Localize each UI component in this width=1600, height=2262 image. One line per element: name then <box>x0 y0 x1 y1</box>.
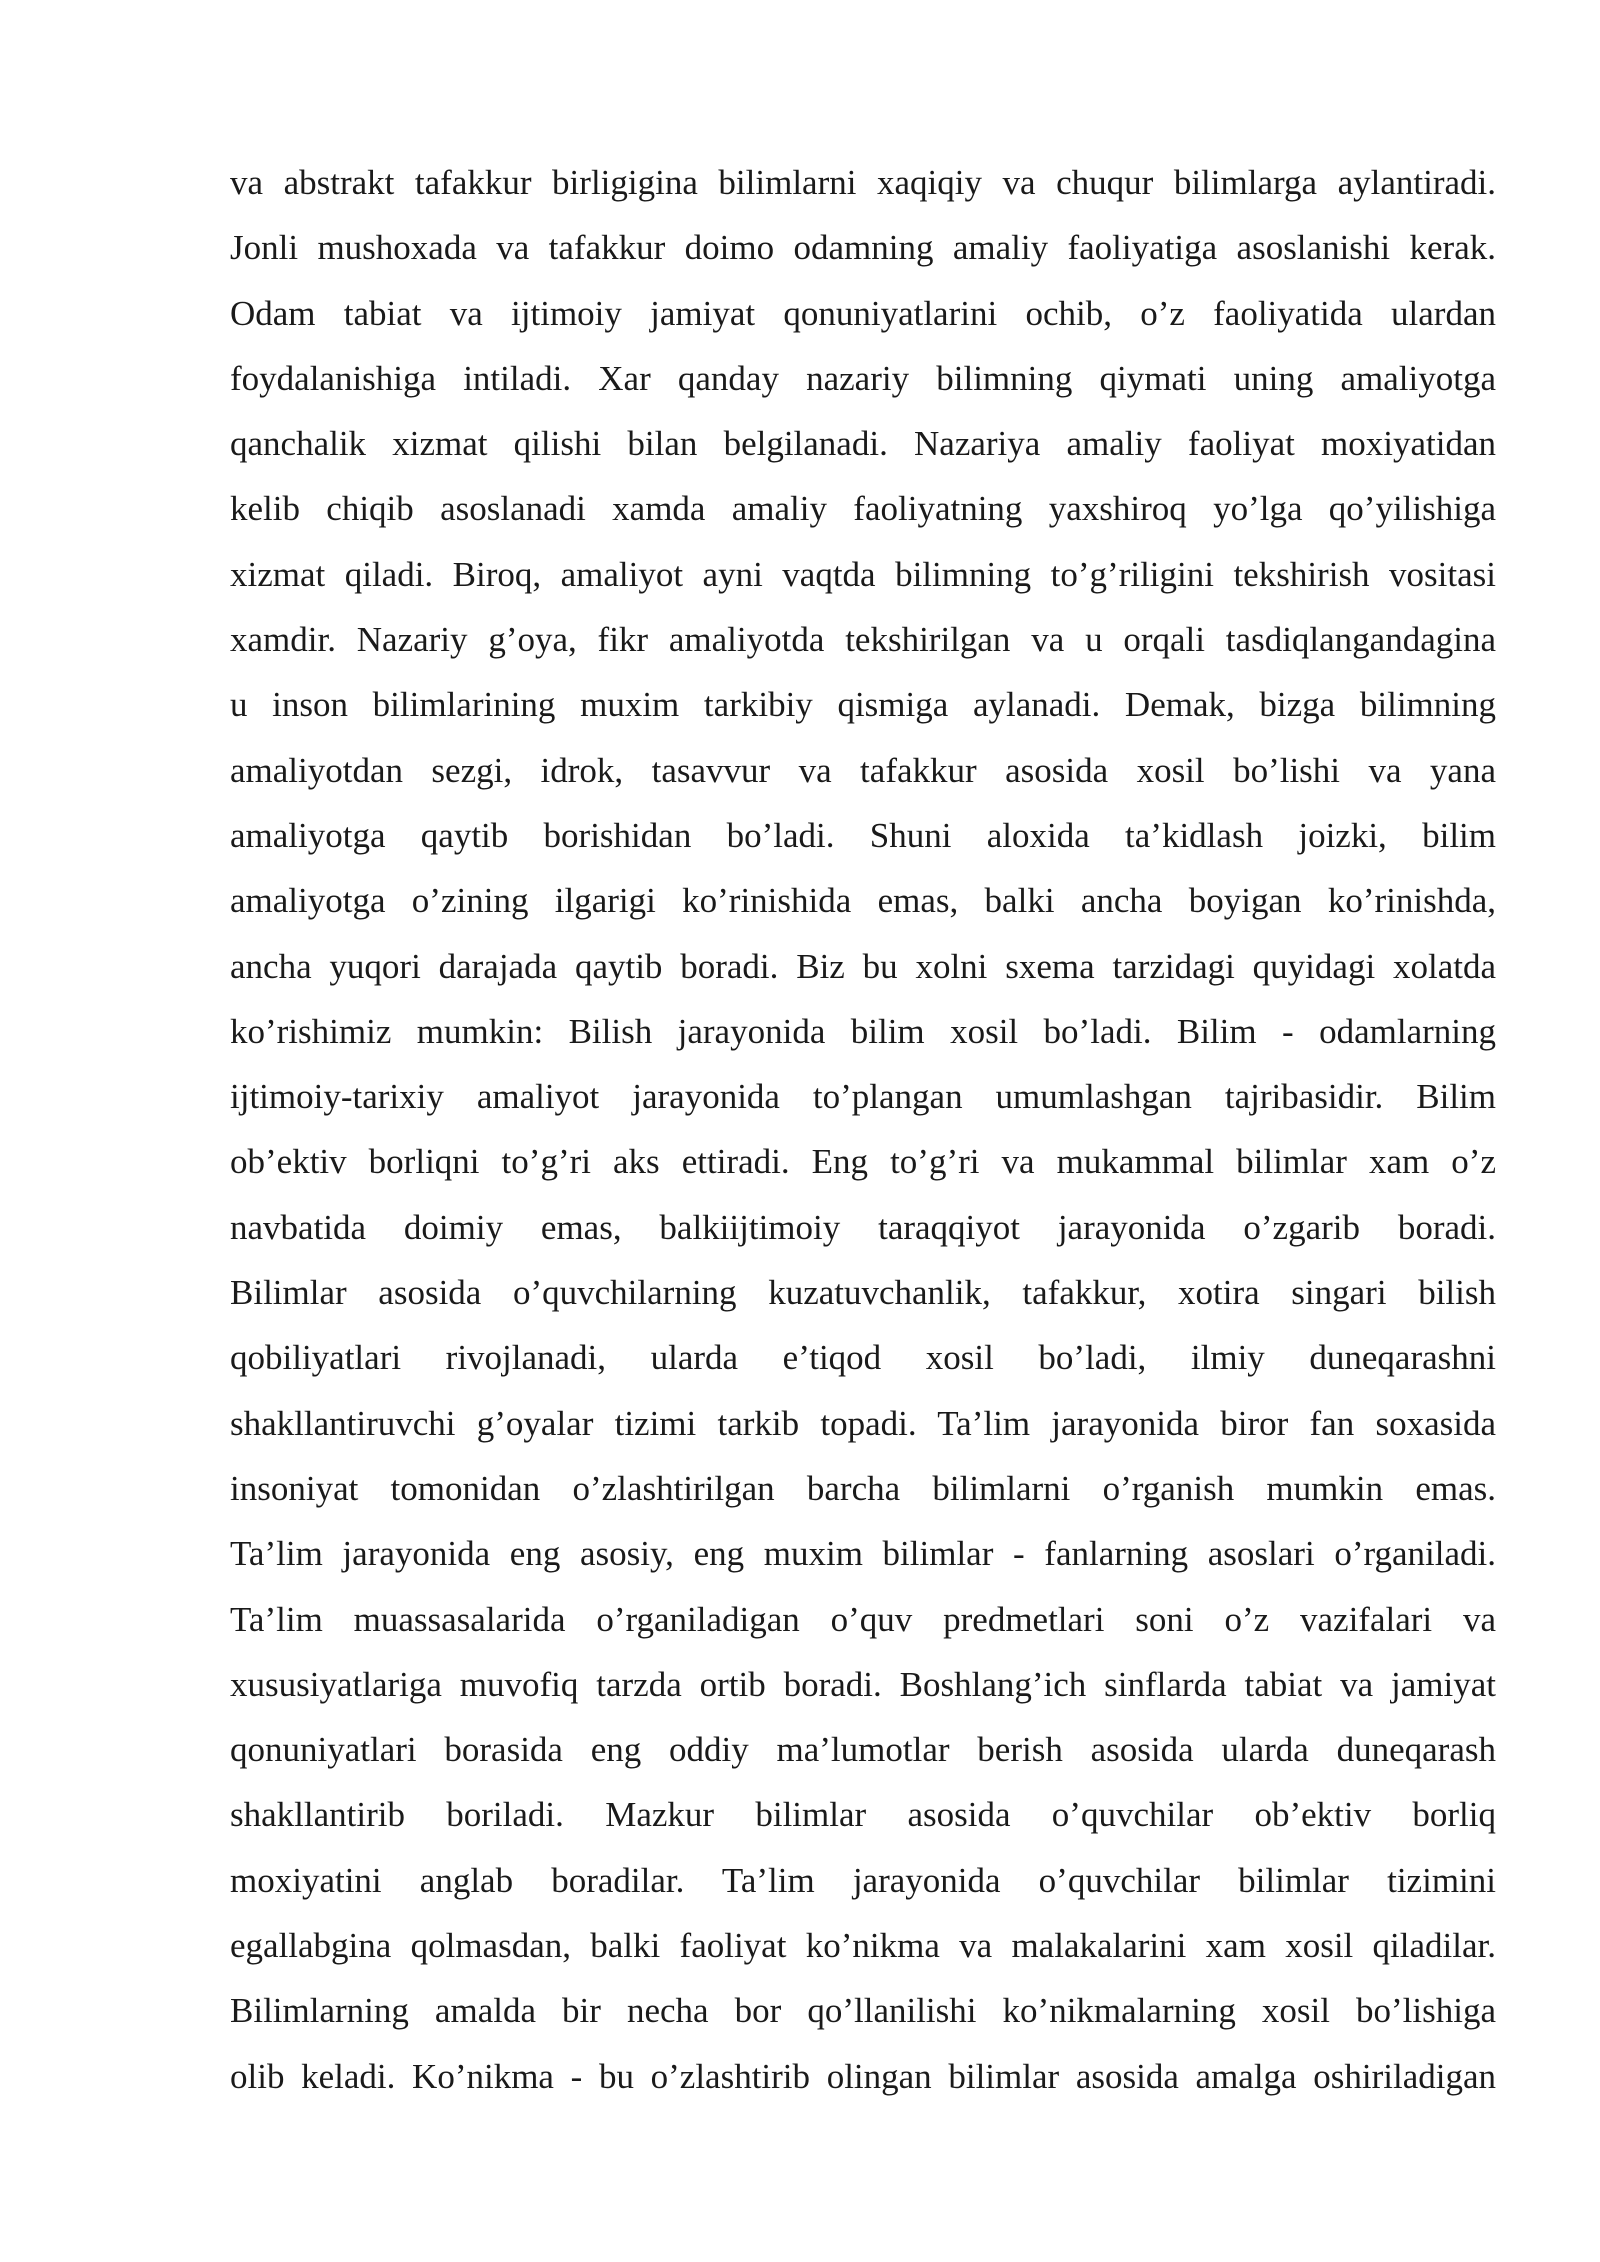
text-line: qanchalik xizmat qilishi bilan belgilanadi. Nazariya amaliy faoliyat moxiyatidan <box>230 424 1496 464</box>
body-text <box>230 150 1496 2109</box>
text-line: moxiyatini anglab boradilar. Ta’lim jarayonida o’quvchilar bilimlar tizimini <box>230 1860 1496 1900</box>
text-line: insoniyat tomonidan o’zlashtirilgan barcha bilimlarni o’rganish mumkin emas. <box>230 1468 1496 1508</box>
text-line: Bilimlarning amalda bir necha bor qo’llanilishi ko’nikmalarning xosil bo’lishiga <box>230 1991 1496 2031</box>
text-line: ancha yuqori darajada qaytib boradi. Biz bu xolni sxema tarzidagi quyidagi xolatda <box>230 946 1496 986</box>
text-line: shakllantirib boriladi. Mazkur bilimlar asosida o’quvchilar ob’ektiv borliq <box>230 1795 1496 1835</box>
text-line: Ta’lim muassasalarida o’rganiladigan o’quv predmetlari soni o’z vazifalari va <box>230 1599 1496 1639</box>
text-line: amaliyotga o’zining ilgarigi ko’rinishida emas, balki ancha boyigan ko’rinishda, <box>230 881 1496 921</box>
text-line: kelib chiqib asoslanadi xamda amaliy faoliyatning yaxshiroq yo’lga qo’yilishiga <box>230 489 1496 529</box>
text-line: u inson bilimlarining muxim tarkibiy qismiga aylanadi. Demak, bizga bilimning <box>230 685 1496 725</box>
text-line: Jonli mushoxada va tafakkur doimo odamning amaliy faoliyatiga asoslanishi kerak. <box>230 228 1496 268</box>
text-line: ob’ektiv borliqni to’g’ri aks ettiradi. Eng to’g’ri va mukammal bilimlar xam o’z <box>230 1142 1496 1182</box>
text-line: xamdir. Nazariy g’oya, fikr amaliyotda tekshirilgan va u orqali tasdiqlangandagina <box>230 620 1496 660</box>
text-line: Odam tabiat va ijtimoiy jamiyat qonuniyatlarini ochib, o’z faoliyatida ulardan <box>230 293 1496 333</box>
text-line: shakllantiruvchi g’oyalar tizimi tarkib topadi. Ta’lim jarayonida biror fan soxasida <box>230 1403 1496 1443</box>
text-line: ijtimoiy-tarixiy amaliyot jarayonida to’plangan umumlashgan tajribasidir. Bilim <box>230 1077 1496 1117</box>
text-line: qobiliyatlari rivojlanadi, ularda e’tiqod xosil bo’ladi, ilmiy duneqarashni <box>230 1338 1496 1378</box>
text-line: va abstrakt tafakkur birligigina bilimlarni xaqiqiy va chuqur bilimlarga aylantiradi. <box>230 163 1496 202</box>
text-line: ko’rishimiz mumkin: Bilish jarayonida bilim xosil bo’ladi. Bilim - odamlarning <box>230 1011 1496 1051</box>
text-line: amaliyotga qaytib borishidan bo’ladi. Shuni aloxida ta’kidlash joizki, bilim <box>230 815 1496 855</box>
text-line: qonuniyatlari borasida eng oddiy ma’lumotlar berish asosida ularda duneqarash <box>230 1730 1496 1770</box>
text-line: foydalanishiga intiladi. Xar qanday nazariy bilimning qiymati uning amaliyotga <box>230 358 1496 398</box>
text-line: amaliyotdan sezgi, idrok, tasavvur va tafakkur asosida xosil bo’lishi va yana <box>230 750 1496 790</box>
text-line: xususiyatlariga muvofiq tarzda ortib boradi. Boshlang’ich sinflarda tabiat va jamiyat <box>230 1664 1496 1704</box>
text-line: olib keladi. Ko’nikma - bu o’zlashtirib olingan bilimlar asosida amalga oshiriladigan <box>230 2056 1496 2096</box>
text-line: egallabgina qolmasdan, balki faoliyat ko’nikma va malakalarini xam xosil qiladilar. <box>230 1926 1496 1966</box>
text-line: Bilimlar asosida o’quvchilarning kuzatuvchanlik, tafakkur, xotira singari bilish <box>230 1273 1496 1313</box>
text-line: Ta’lim jarayonida eng asosiy, eng muxim bilimlar - fanlarning asoslari o’rganiladi. <box>230 1534 1496 1574</box>
text-line: xizmat qiladi. Biroq, amaliyot ayni vaqtda bilimning to’g’riligini tekshirish vositasi <box>230 554 1496 594</box>
text-line: navbatida doimiy emas, balkiijtimoiy taraqqiyot jarayonida o’zgarib boradi. <box>230 1207 1496 1247</box>
